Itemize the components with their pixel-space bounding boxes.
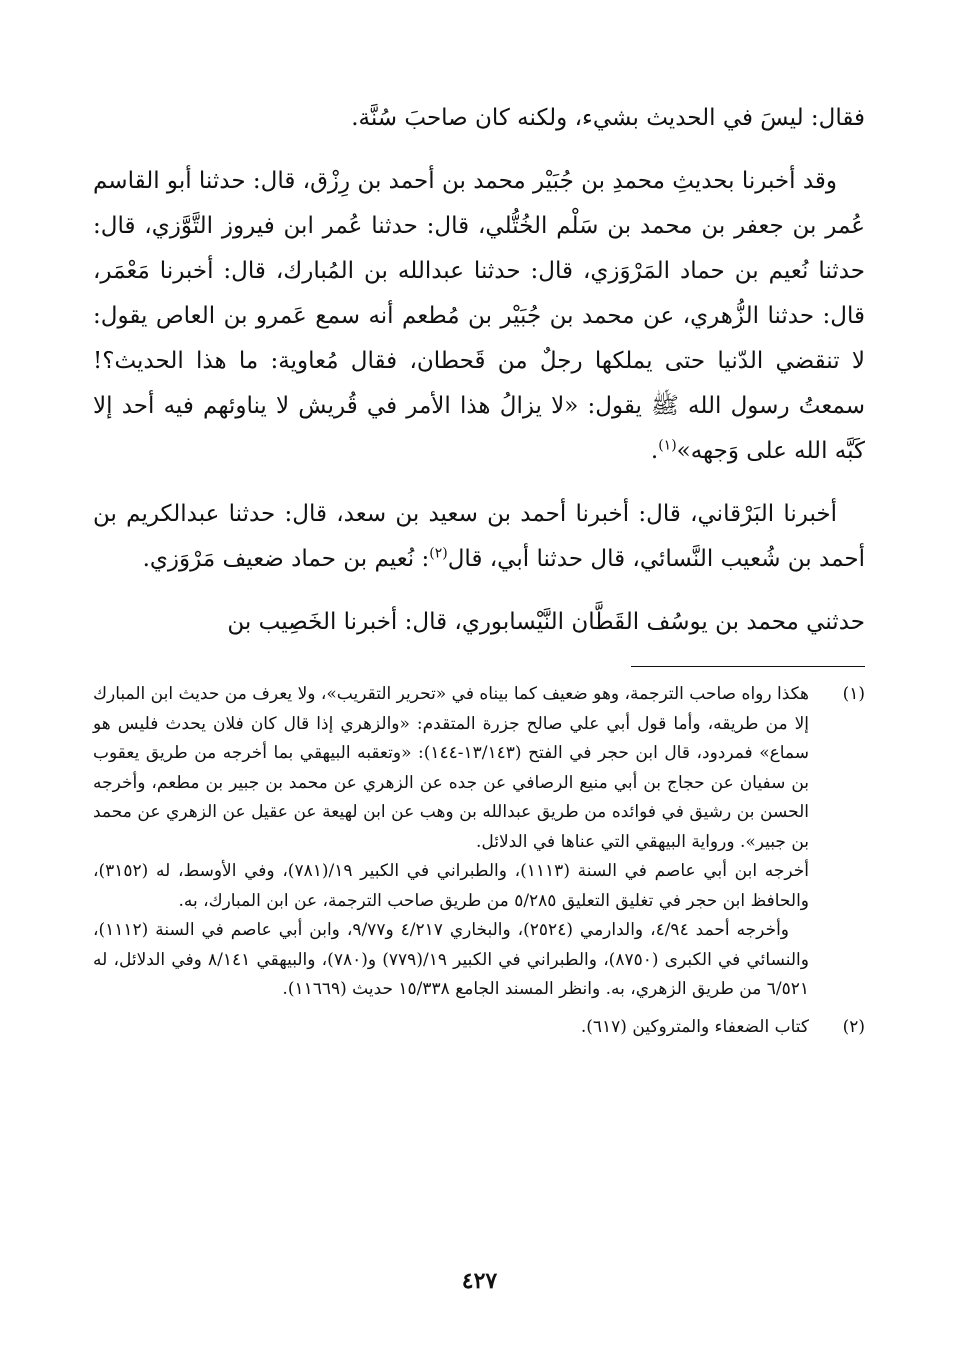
paragraph-text: حدثني محمد بن يوسُف القَطَّان النَّيْسابوري، قال: أخبرنا الخَصِيب بن — [227, 609, 865, 635]
paragraph-text: فقال: ليسَ في الحديث بشيء، ولكنه كان صاحبَ سُنَّة. — [351, 105, 865, 131]
main-paragraph — [93, 492, 865, 582]
footnote-reference: (١) — [658, 437, 677, 454]
footnote-number: (٢) — [842, 1016, 865, 1037]
footnotes-section — [93, 680, 865, 1042]
paragraph-text-end: . — [650, 438, 659, 464]
main-paragraph — [93, 96, 865, 141]
paragraph-text: وقد أخبرنا بحديثِ محمدِ بن جُبَيْر محمد بن أحمد بن رِزْق، قال: حدثنا أبو القاسم عُمر بن جعفر بن محمد بن سَلْم الخُتُّلي، قال: حدثنا عُمر ابن فيروز التَّوَّزي، قال: حدثنا نُعيم بن حماد المَرْوَزي، قال: حدثنا عبدالله بن المُبارك، قال: أخبرنا مَعْمَر، قال: حدثنا الزُّهري، عن محمد بن جُبَيْر بن مُطعم أنه سمع عَمرو بن العاص يقول: لا تنقضي الدّنيا حتى يملكها رجلٌ من قَحطان، فقال مُعاوية: ما هذا الحديث؟! سمعتُ رسول الله ﷺ يقول: «لا يزالُ هذا الأمر في قُريش لا يناوئهم فيه أحد إلا كَبَّه الله على وَجهه» — [93, 168, 865, 464]
paragraph-text: أخبرنا البَرْقاني، قال: أخبرنا أحمد بن سعيد بن سعد، قال: حدثنا عبدالكريم بن أحمد بن شُعيب النَّسائي، قال حدثنا أبي، قال — [93, 501, 865, 572]
footnote-paragraph: أخرجه ابن أبي عاصم في السنة (١١١٣)، والطبراني في الكبير ١٩/(٧٨١)، وفي الأوسط، له (٣١٥٢)، والحافظ ابن حجر في تغليق التعليق ٥/٢٨٥ من طريق صاحب الترجمة، عن ابن المبارك، به. — [93, 861, 809, 911]
main-paragraph — [93, 600, 865, 645]
footnote-separator — [631, 666, 865, 667]
footnote-paragraph: وأخرجه أحمد ٤/٩٤، والدارمي (٢٥٢٤)، والبخاري ٤/٢١٧ و٩/٧٧، وابن أبي عاصم في السنة (١١١٢)، والنسائي في الكبرى (٨٧٥٠)، والطبراني في الكبير ١٩/(٧٧٩) و(٧٨٠)، والبيهقي ٨/١٤١ وفي الدلائل، له ٦/٥٢١ من طريق الزهري، به. وانظر المسند الجامع ١٥/٣٣٨ حديث (١١٦٦٩). — [93, 920, 809, 999]
footnote-paragraph: كتاب الضعفاء والمتروكين (٦١٧). — [580, 1016, 809, 1037]
footnote-reference: (٢) — [429, 545, 448, 562]
page-number: ٤٢٧ — [461, 1268, 498, 1294]
main-text-body — [93, 96, 865, 645]
footnote-number: (١) — [842, 684, 865, 704]
main-paragraph — [93, 159, 865, 474]
paragraph-text-end: : نُعيم بن حماد ضعيف مَرْوَزي. — [142, 546, 430, 572]
footnote-item — [93, 680, 865, 1005]
footnote-item — [93, 1013, 865, 1043]
footnote-paragraph: هكذا رواه صاحب الترجمة، وهو ضعيف كما بيناه في «تحرير التقريب»، ولا يعرف من حديث ابن المبارك إلا من طريقه، وأما قول أبي علي صالح جزرة المتقدم: «والزهري إذا قال كان فلان يحدث فليس هو سماع» فمردود، قال ابن حجر في الفتح (١٣/١٤٣-١٤٤): «وتعقبه البيهقي بما أخرجه من طريق يعقوب بن سفيان عن حجاج بن أبي منيع الرصافي عن جده عن الزهري عن محمد بن جبير بن مطعم، وأخرجه الحسن بن رشيق في فوائده من طريق عبدالله بن وهب عن ابن لهيعة عن عقيل عن الزهري عن محمد بن جبير». ورواية البيهقي التي عناها في الدلائل. — [93, 684, 810, 852]
